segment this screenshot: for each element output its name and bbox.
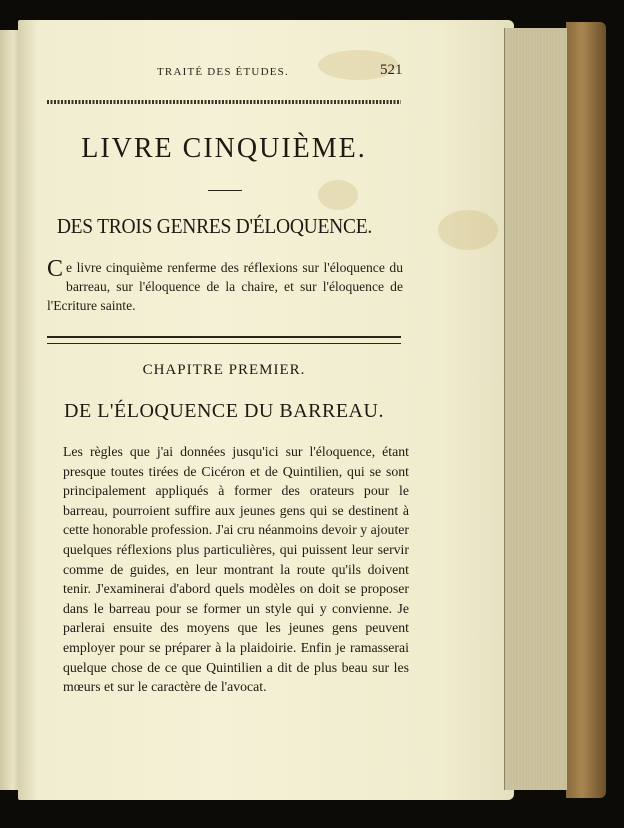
running-title: TRAITÉ DES ÉTUDES. — [157, 66, 289, 78]
paper-stain — [318, 180, 358, 210]
ornamental-rule — [47, 100, 401, 104]
short-divider — [208, 190, 242, 191]
paper-stain — [438, 210, 498, 250]
body-paragraph: Les règles que j'ai données jusqu'ici sur l'éloquence, étant presque toutes tirées de Cicéron et de Quintilien, qui se sont principalement appliqués à former des orateurs pour le barreau, pourroient suffire aux jeunes gens qui se destinent à cette honorable profession. J'ai cru néanmoins devoir y ajouter quelques réflexions plus particulières, qui puissent leur servir comme de guides, en leur montrant la route qu'ils doivent tenir. J'examinerai d'abord quels modèles on doit se proposer dans le barreau pour se former un style qui y convienne. Je parlerai ensuite des moyens que les jeunes gens peuvent employer pour se préparer à la plaidoirie. Enfin je ramasserai quelque chose de ce que Quintilien a dit de plus beau sur les mœurs et sur le caractère de l'avocat. — [63, 444, 409, 695]
page-number: 521 — [380, 62, 403, 78]
page-block-edges — [504, 28, 567, 790]
chapter-label: CHAPITRE PREMIER. — [142, 362, 306, 378]
book-title: LIVRE CINQUIÈME. — [81, 133, 367, 164]
chapter-title: DE L'ÉLOQUENCE DU BARREAU. — [64, 400, 384, 422]
intro-paragraph — [47, 258, 403, 315]
double-rule — [47, 336, 401, 344]
section-heading: DES TROIS GENRES D'ÉLOQUENCE. — [56, 214, 372, 238]
book-cover-edge — [566, 22, 606, 798]
drop-cap: C — [47, 256, 64, 282]
intro-text: e livre cinquième renferme des réflexions sur l'éloquence du barreau, sur l'éloquence de la chaire, et sur l'éloquence de l'Ecriture sainte. — [47, 260, 403, 313]
chapter-body — [63, 442, 409, 697]
